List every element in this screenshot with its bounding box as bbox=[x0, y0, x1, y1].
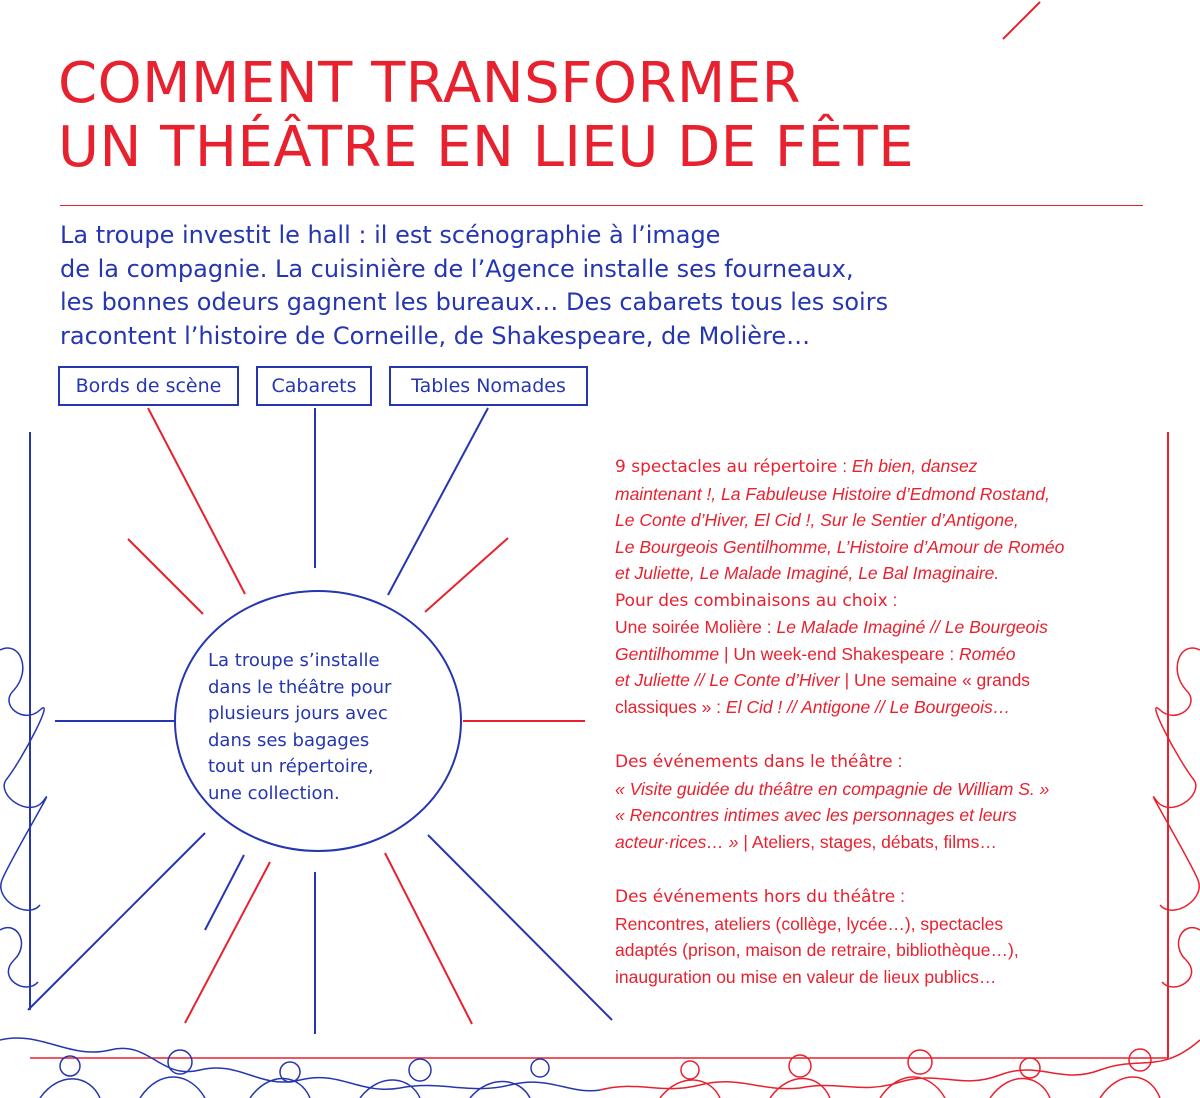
repertoire-sep: : bbox=[837, 456, 852, 476]
corner-accent-line bbox=[1003, 2, 1040, 39]
tag-bords-de-scene: Bords de scène bbox=[58, 366, 239, 406]
title-line-2: UN THÉÂTRE EN LIEU DE FÊTE bbox=[58, 115, 915, 180]
title-divider bbox=[60, 205, 1143, 206]
evenements-hors-text: adaptés (prison, maison de retraire, bibliothèque…), bbox=[615, 940, 1019, 960]
combinaisons-text: | Une semaine « grands bbox=[839, 670, 1031, 690]
repertoire-heading: 9 spectacles au répertoire bbox=[615, 457, 838, 477]
combinaisons-text: Roméo bbox=[959, 643, 1016, 664]
combinaisons-text: Gentilhomme bbox=[615, 643, 720, 664]
combinaisons-text: | Un week-end Shakespeare : bbox=[719, 643, 960, 664]
intro-paragraph bbox=[60, 219, 1160, 353]
hub-label bbox=[208, 648, 448, 807]
tag-cabarets: Cabarets bbox=[256, 366, 372, 406]
repertoire-text: Le Bourgeois Gentilhomme, L’Histoire d’Amour de Roméo bbox=[615, 536, 1065, 557]
hub-line: dans ses bagages bbox=[208, 729, 370, 751]
intro-line: les bonnes odeurs gagnent les bureaux… Des cabarets tous les soirs bbox=[60, 288, 889, 316]
repertoire-text: Eh bien, dansez bbox=[851, 456, 978, 476]
ray bbox=[28, 833, 205, 1010]
evenements-dans-text: | Ateliers, stages, débats, films… bbox=[738, 831, 997, 852]
evenements-dans-text: « Visite guidée du théâtre en compagnie de William S. » bbox=[615, 778, 1050, 799]
title-line-1: COMMENT TRANSFORMER bbox=[58, 51, 801, 116]
evenements-hors-text: Rencontres, ateliers (collège, lycée…), spectacles bbox=[615, 913, 1004, 934]
page-title bbox=[58, 52, 914, 180]
evenements-dans-sep: : bbox=[892, 751, 903, 771]
hub-line: tout un répertoire, bbox=[208, 756, 374, 777]
ray-tables-nomades bbox=[388, 408, 488, 595]
ray bbox=[425, 538, 508, 612]
combinaisons-text: Le Malade Imaginé // Le Bourgeois bbox=[776, 617, 1048, 637]
combinaisons-sep: : bbox=[887, 589, 898, 610]
evenements-dans-block bbox=[615, 748, 1175, 855]
ray bbox=[128, 539, 203, 614]
repertoire-text: et Juliette, Le Malade Imaginé, Le Bal Imaginaire. bbox=[615, 563, 1000, 583]
intro-line: La troupe investit le hall : il est scénographie à l’image bbox=[60, 221, 721, 249]
intro-line: racontent l’histoire de Corneille, de Shakespeare, de Molière… bbox=[60, 321, 811, 350]
hub-line: La troupe s’installe bbox=[208, 650, 380, 671]
combinaisons-heading: Pour des combinaisons au choix bbox=[615, 590, 888, 611]
repertoire-text: Le Conte d’Hiver, El Cid !, Sur le Sentier d’Antigone, bbox=[615, 510, 1019, 530]
evenements-dans-text: « Rencontres intimes avec les personnages et leurs bbox=[615, 805, 1017, 825]
evenements-hors-heading: Des événements hors du théâtre bbox=[615, 887, 896, 907]
ray-bords-de-scene bbox=[148, 408, 245, 594]
hub-line: plusieurs jours avec bbox=[208, 703, 388, 724]
info-panel bbox=[615, 453, 1175, 1018]
evenements-dans-text: acteur·rices… » bbox=[615, 831, 739, 852]
evenements-hors-sep: : bbox=[895, 886, 905, 906]
repertoire-text: maintenant !, La Fabuleuse Histoire d’Edmond Rostand, bbox=[615, 483, 1050, 504]
tag-tables-nomades: Tables Nomades bbox=[389, 366, 588, 406]
evenements-hors-block bbox=[615, 883, 1175, 990]
combinaisons-text: classiques » : bbox=[615, 696, 726, 717]
ray bbox=[205, 855, 244, 930]
intro-line: de la compagnie. La cuisinière de l’Agence installe ses fourneaux, bbox=[60, 254, 854, 283]
repertoire-block bbox=[615, 453, 1175, 720]
ray bbox=[385, 853, 472, 1024]
hub-line: dans le théâtre pour bbox=[208, 676, 392, 698]
hub-line: une collection. bbox=[208, 782, 340, 804]
combinaisons-text: Une soirée Molière : bbox=[615, 617, 777, 637]
combinaisons-text: El Cid ! // Antigone // Le Bourgeois… bbox=[725, 696, 1011, 717]
evenements-hors-text: inauguration ou mise en valeur de lieux publics… bbox=[615, 966, 997, 987]
evenements-dans-heading: Des événements dans le théâtre bbox=[615, 752, 893, 772]
combinaisons-text: et Juliette // Le Conte d’Hiver bbox=[615, 670, 840, 690]
